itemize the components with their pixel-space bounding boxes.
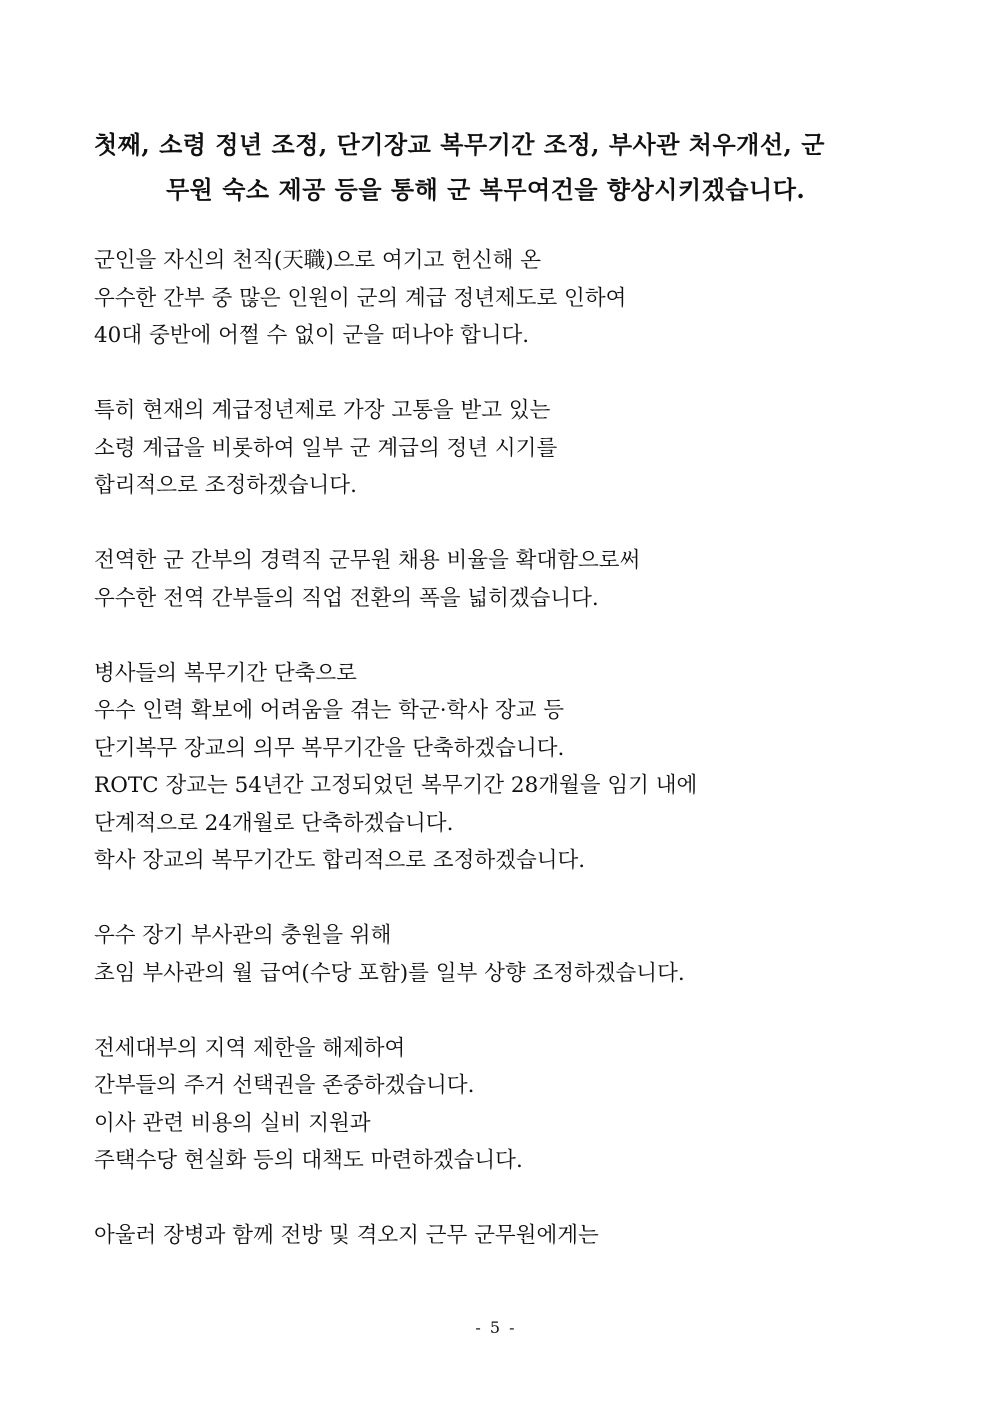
paragraph — [94, 917, 914, 992]
text-line: 합리적으로 조정하겠습니다. — [94, 473, 357, 498]
text-line: 초임 부사관의 월 급여(수당 포함)를 일부 상향 조정하겠습니다. — [94, 960, 685, 986]
paragraph — [94, 392, 914, 505]
text-line: 단기복무 장교의 의무 복무기간을 단축하겠습니다. — [94, 735, 565, 761]
text-line: 전역한 군 간부의 경력직 군무원 채용 비율을 확대함으로써 — [94, 548, 641, 573]
text-line: 학사 장교의 복무기간도 합리적으로 조정하겠습니다. — [94, 848, 586, 873]
text-line: 주택수당 현실화 등의 대책도 마련하겠습니다. — [94, 1148, 523, 1173]
text-line: 소령 계급을 비롯하여 일부 군 계급의 정년 시기를 — [94, 435, 558, 461]
paragraph — [94, 1217, 914, 1255]
paragraph — [94, 542, 914, 617]
body-text — [94, 242, 914, 1292]
text-line: 우수한 전역 간부들의 직업 전환의 폭을 넓히겠습니다. — [94, 585, 599, 611]
heading-line: 무원 숙소 제공 등을 통해 군 복무여건을 향상시키겠습니다. — [166, 175, 806, 204]
text-line: 아울러 장병과 함께 전방 및 격오지 근무 군무원에게는 — [94, 1223, 599, 1248]
text-line: 간부들의 주거 선택권을 존중하겠습니다. — [94, 1073, 475, 1098]
text-line: 병사들의 복무기간 단축으로 — [94, 660, 357, 686]
text-line: 특히 현재의 계급정년제로 가장 고통을 받고 있는 — [94, 398, 551, 423]
text-line: 우수 인력 확보에 어려움을 겪는 학군·학사 장교 등 — [94, 698, 565, 723]
section-heading — [94, 122, 914, 212]
paragraph — [94, 1030, 914, 1180]
text-line: 우수한 간부 중 많은 인원이 군의 계급 정년제도로 인하여 — [94, 285, 627, 311]
text-line: 전세대부의 지역 제한을 해제하여 — [94, 1035, 406, 1061]
paragraph — [94, 242, 914, 355]
page-number: - 5 - — [475, 1318, 517, 1337]
paragraph — [94, 655, 914, 880]
text-line: 단계적으로 24개월로 단축하겠습니다. — [94, 810, 454, 836]
text-line: 이사 관련 비용의 실비 지원과 — [94, 1110, 371, 1136]
text-line: 우수 장기 부사관의 충원을 위해 — [94, 923, 392, 948]
text-line: ROTC 장교는 54년간 고정되었던 복무기간 28개월을 임기 내에 — [94, 773, 698, 798]
text-line: 40대 중반에 어쩔 수 없이 군을 떠나야 합니다. — [94, 323, 530, 348]
heading-line: 첫째, 소령 정년 조정, 단기장교 복무기간 조정, 부사관 처우개선, 군 — [94, 130, 825, 159]
text-line: 군인을 자신의 천직(天職)으로 여기고 헌신해 온 — [94, 248, 542, 273]
